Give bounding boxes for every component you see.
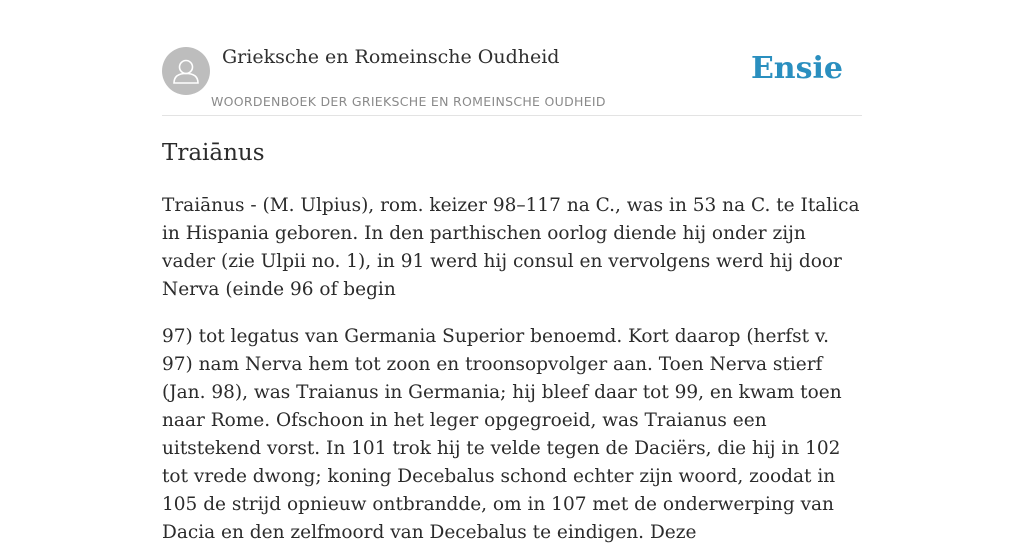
source-header: [162, 0, 862, 116]
entry-paragraph: 97) tot legatus van Germania Superior benoemd. Kort daarop (herfst v. 97) nam Nerva hem tot zoon en troonsopvolger aan. Toen Nerva stierf (Jan. 98), was Traianus in Germania; hij bleef daar tot 99, en kwam toen naar Rome. Ofschoon in het leger opgegroeid, was Traianus een uitstekend vorst. In 101 trok hij te velde tegen de Daciërs, die hij in 102 tot vrede dwong; koning Decebalus schond echter zijn woord, zoodat in 105 de strijd opnieuw ontbrandde, om in 107 met de onderwerping van Dacia en den zelfmoord van Decebalus te eindigen. Deze: [162, 326, 842, 543]
page-content: [162, 0, 862, 543]
brand-logo-link[interactable]: Ensie: [750, 51, 843, 86]
source-avatar-icon[interactable]: [162, 47, 210, 95]
source-subtitle: WOORDENBOEK DER GRIEKSCHE EN ROMEINSCHE OUDHEID: [211, 94, 606, 109]
entry-title: Traiānus: [162, 140, 265, 166]
source-title[interactable]: Grieksche en Romeinsche Oudheid: [222, 46, 560, 68]
entry-paragraph: Traiānus - (M. Ulpius), rom. keizer 98–117 na C., was in 53 na C. te Italica in Hispania geboren. In den parthischen oorlog diende hij onder zijn vader (zie Ulpii no. 1), in 91 werd hij consul en vervolgens werd hij door Nerva (einde 96 of begin: [162, 195, 860, 300]
